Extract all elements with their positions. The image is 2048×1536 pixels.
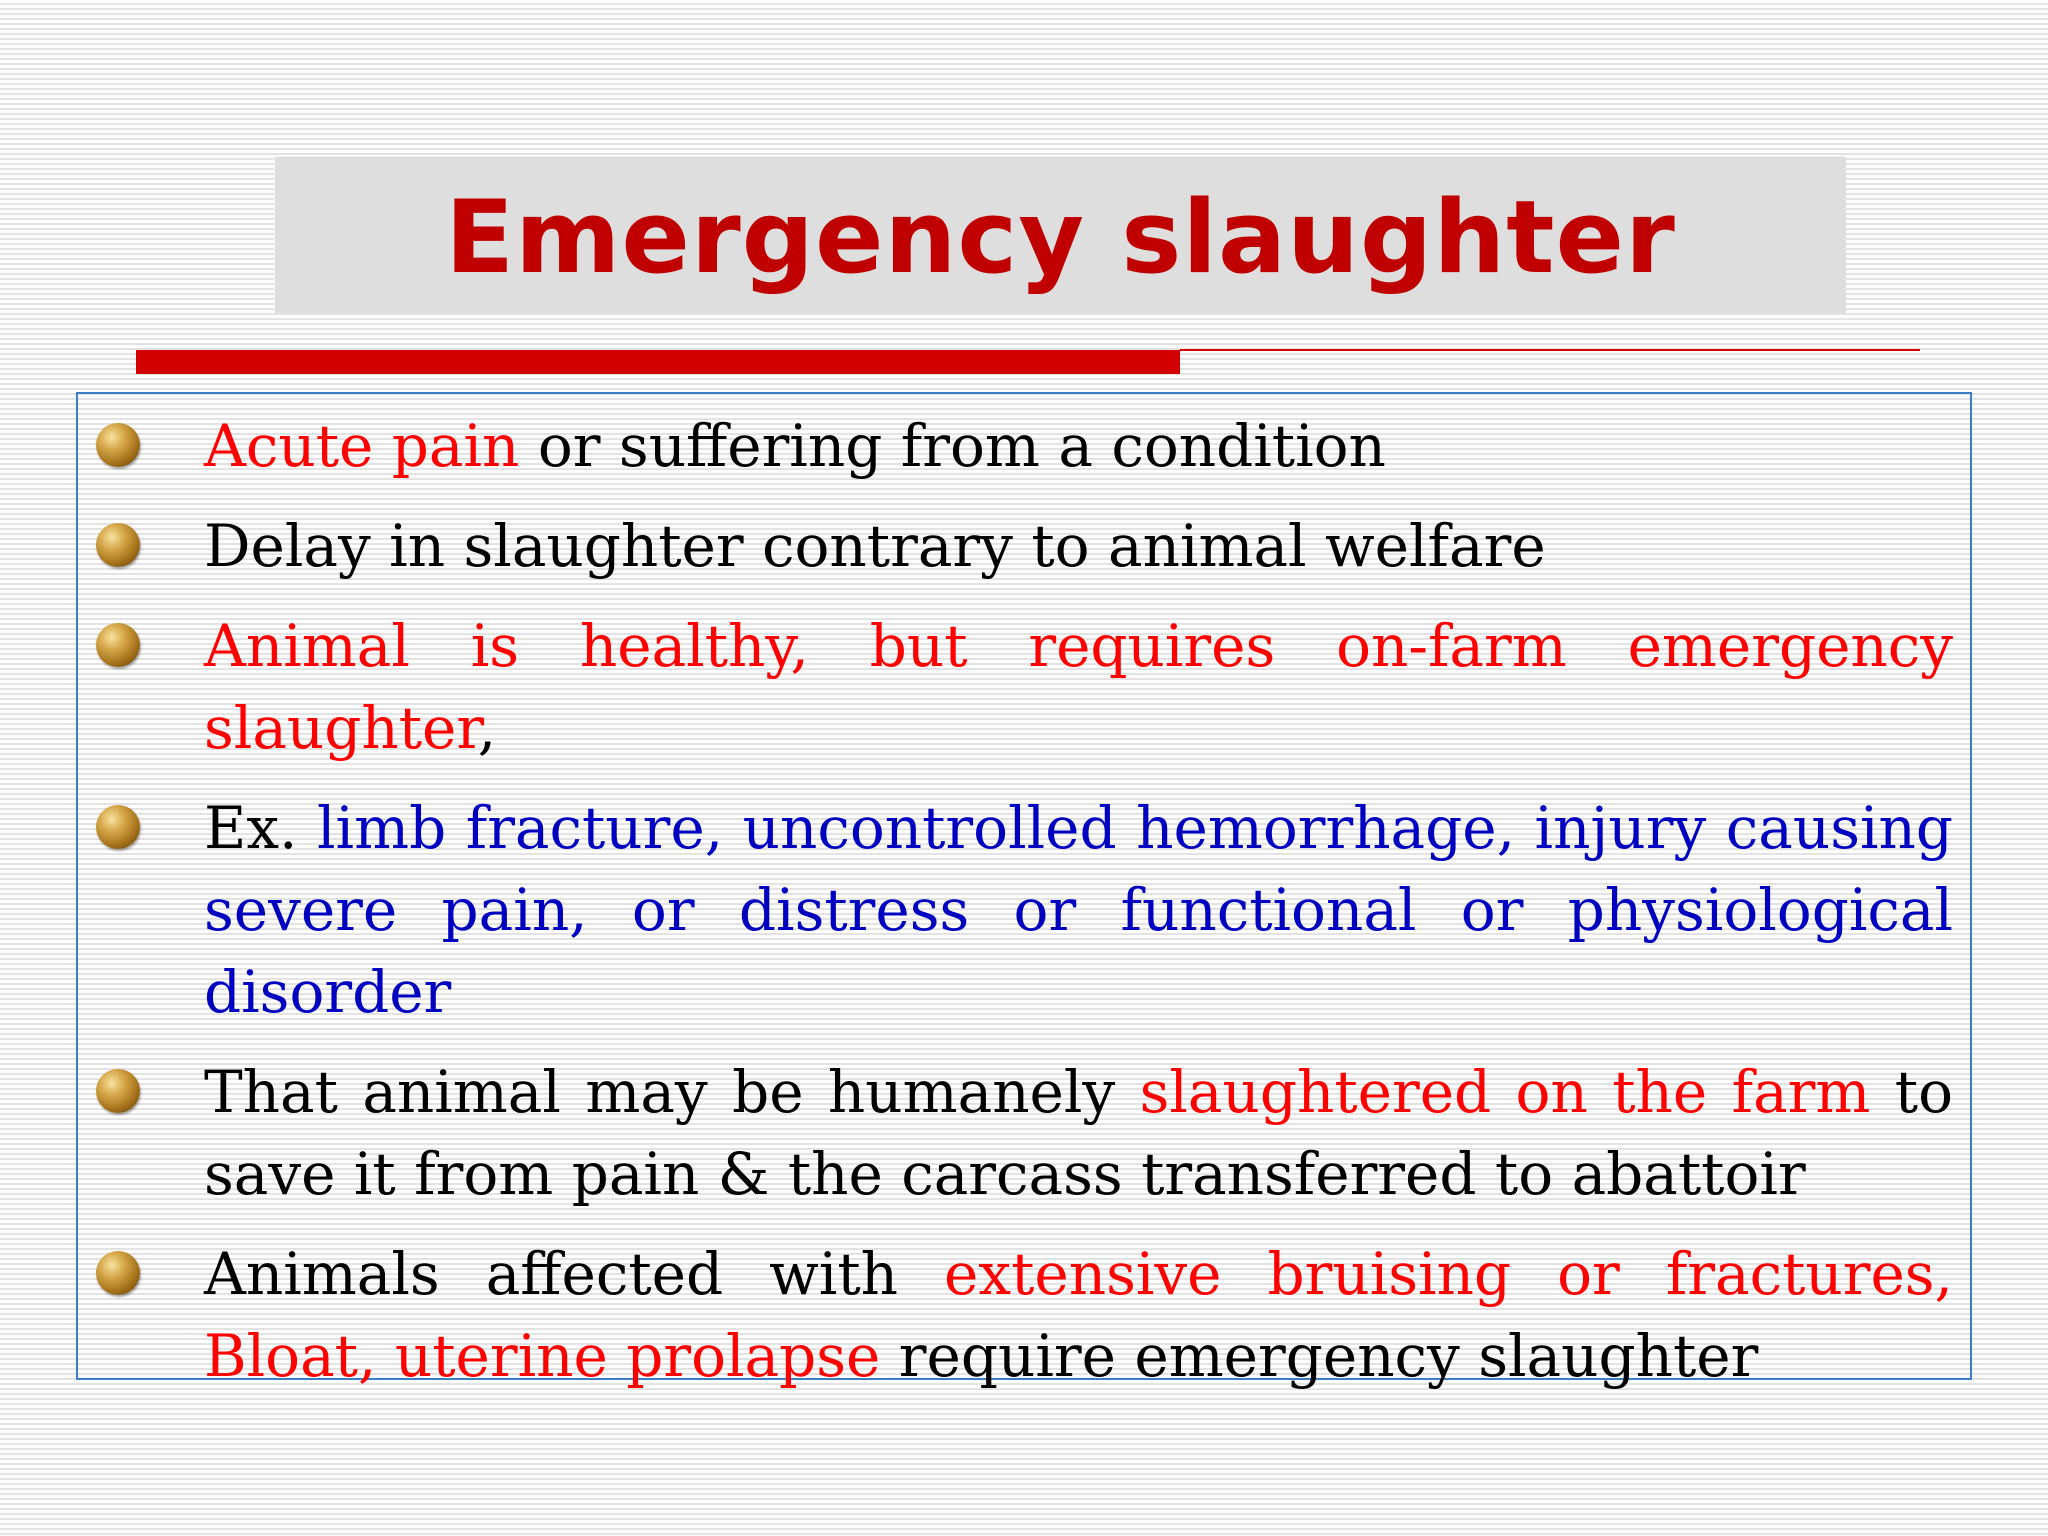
bullet-text: require emergency slaughter: [880, 1322, 1759, 1390]
bullet-text: ,: [477, 694, 497, 762]
bullet-text: or suffering from a condition: [519, 412, 1386, 480]
bullet-healthy-animal: [88, 605, 1953, 769]
bullet-affected-animals: [88, 1233, 1953, 1397]
bullet-text: Ex.: [204, 794, 317, 862]
highlight-text: limb fracture, uncontrolled hemorrhage, injury causing severe pain, or distress or functional or physiological disorder: [204, 794, 1953, 1026]
bullet-list: [88, 405, 1953, 1415]
bullet-text: to save it from pain & the carcass transferred to abattoir: [204, 1058, 1953, 1208]
bullet-humane-slaughter: [88, 1051, 1953, 1215]
bullet-examples: [88, 787, 1953, 1033]
title-underline-thin: [1180, 349, 1920, 351]
gold-ball-icon: [96, 623, 140, 667]
gold-ball-icon: [96, 1251, 140, 1295]
slide-title: Emergency slaughter: [445, 177, 1676, 296]
gold-ball-icon: [96, 423, 140, 467]
bullet-text: That animal may be humanely: [204, 1058, 1140, 1126]
highlight-text: extensive bruising or fractures, Bloat, uterine prolapse: [204, 1240, 1953, 1390]
title-underline-thick: [136, 350, 1180, 374]
bullet-acute-pain: [88, 405, 1953, 487]
highlight-text: Animal is healthy, but requires on-farm emergency slaughter: [204, 612, 1953, 762]
highlight-text: Acute pain: [204, 412, 520, 480]
title-banner: [274, 156, 1846, 313]
gold-ball-icon: [96, 805, 140, 849]
bullet-text: Animals affected with: [204, 1240, 945, 1308]
highlight-text: slaughtered on the farm: [1139, 1058, 1871, 1126]
gold-ball-icon: [96, 1069, 140, 1113]
gold-ball-icon: [96, 523, 140, 567]
bullet-delay: [88, 505, 1953, 587]
bullet-text: Delay in slaughter contrary to animal welfare: [204, 512, 1546, 580]
